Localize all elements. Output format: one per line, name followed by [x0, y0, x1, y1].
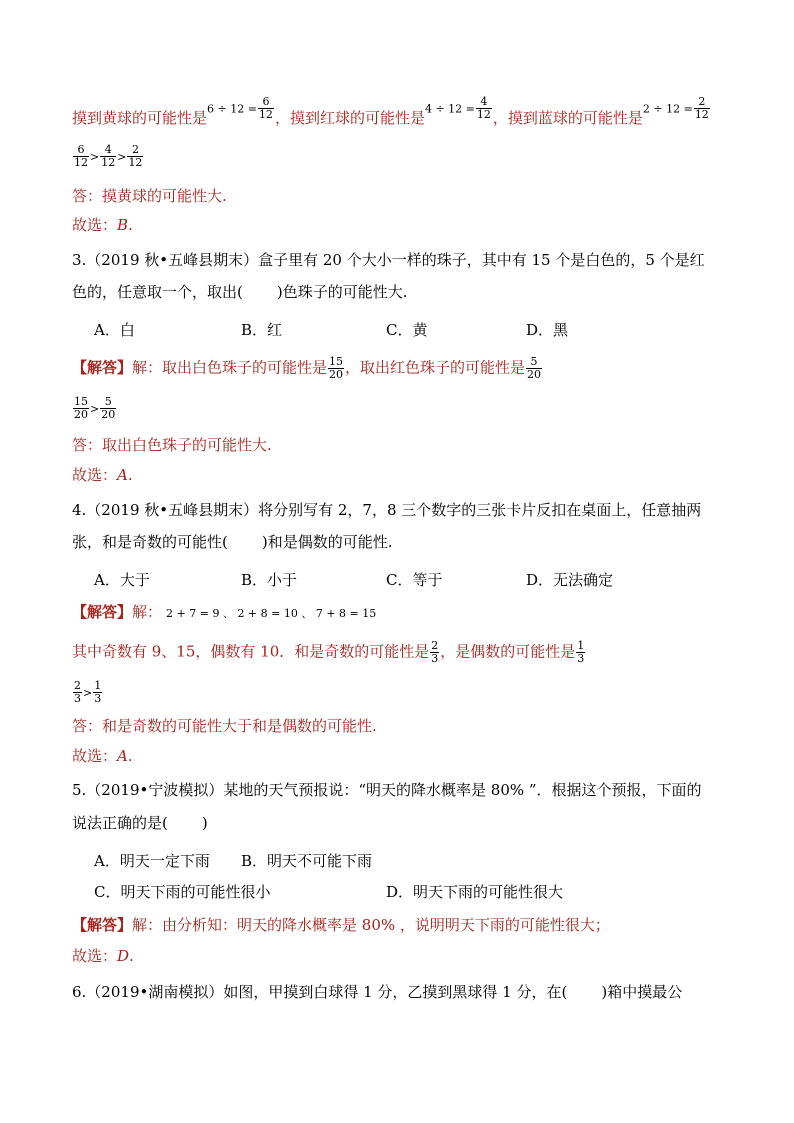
- q5-option-c: C．明天下雨的可能性很小: [94, 883, 271, 901]
- solution-text: 解：: [132, 603, 163, 621]
- frac-num: 6: [258, 96, 274, 109]
- q2-expr1-text: 6 ÷ 12 =: [207, 102, 257, 116]
- q5-solution: [72, 915, 610, 935]
- q2-text-red: ，摸到红球的可能性是: [274, 109, 425, 127]
- frac-den: 12: [258, 108, 273, 121]
- frac-num: 2: [694, 96, 710, 109]
- q4-solution-line2: [72, 640, 586, 665]
- choice-prefix: 故选：: [72, 947, 118, 965]
- q3-frac2: [526, 356, 542, 381]
- q2-expr2-text: 4 ÷ 12 =: [424, 102, 475, 116]
- choice-suffix: .: [127, 747, 133, 765]
- q2-expr3-text: 2 ÷ 12 =: [642, 102, 693, 116]
- q3-cmp-b: [100, 396, 116, 421]
- frac-den: 3: [577, 652, 585, 665]
- frac-num: 5: [100, 396, 116, 409]
- solution-text: 解：由分析知：明天的降水概率是 80% ，说明明天下雨的可能性很大；: [132, 916, 610, 934]
- q4-frac2: [576, 640, 585, 665]
- choice-prefix: 故选：: [72, 747, 118, 765]
- choice-prefix: 故选：: [72, 466, 118, 484]
- frac-num: 2: [431, 639, 439, 652]
- frac-den: 12: [74, 156, 88, 169]
- q5-option-a: A．明天一定下雨: [94, 852, 210, 870]
- q4-option-d: D．无法确定: [526, 571, 614, 589]
- q5-option-b: B．明天不可能下雨: [241, 852, 373, 870]
- q4-answer: 答：和是奇数的可能性大于和是偶数的可能性.: [72, 717, 377, 735]
- frac-num: 6: [73, 144, 89, 157]
- q2-solution-line: [72, 95, 711, 133]
- stem-text: 说法正确的是(: [72, 814, 168, 832]
- cmp-op: >: [90, 402, 100, 416]
- cmp-op: >: [117, 150, 127, 164]
- frac-num: 5: [526, 356, 542, 369]
- q2-cmp-b: [100, 144, 116, 169]
- q4-stem-line2: [72, 532, 392, 552]
- solution-text: 其中奇数有 9、15，偶数有 10．和是奇数的可能性是: [72, 642, 430, 661]
- q4-compare: [72, 680, 103, 705]
- q3-cmp-a: [73, 396, 89, 421]
- solution-tag: 【解答】: [72, 603, 133, 621]
- frac-num: 2: [74, 679, 81, 692]
- q3-option-d: D．黑: [526, 321, 569, 339]
- q3-option-b: B．红: [241, 321, 283, 339]
- q2-cmp-a: [73, 144, 89, 169]
- q4-frac1: [430, 640, 439, 665]
- q2-compare: [72, 144, 144, 169]
- q3-answer: 答：取出白色珠子的可能性大.: [72, 436, 272, 454]
- q3-compare: [72, 396, 117, 421]
- q2-expr2: [425, 96, 493, 121]
- choice-suffix: .: [129, 947, 134, 965]
- q4-solution-line1: [72, 602, 376, 624]
- stem-text: )箱中摸最公: [601, 983, 683, 1001]
- q4-option-c: C．等于: [386, 571, 443, 589]
- solution-tag: 【解答】: [72, 358, 133, 377]
- q3-option-a: A．白: [94, 321, 135, 339]
- q2-cmp-c: [127, 144, 143, 169]
- frac-num: 4: [100, 144, 116, 157]
- choice-letter: D: [117, 947, 130, 965]
- q4-cmp-a: [73, 680, 82, 705]
- q4-option-b: B．小于: [241, 571, 298, 589]
- q2-frac3: [694, 96, 710, 121]
- q2-frac2: [476, 96, 492, 121]
- q3-frac1: [328, 356, 344, 381]
- q2-expr1: [207, 96, 275, 121]
- frac-den: 12: [128, 156, 143, 169]
- q2-text-blue: ，摸到蓝球的可能性是: [492, 109, 643, 127]
- q4-choice: [72, 746, 133, 766]
- q5-stem-line2: [72, 813, 208, 833]
- frac-num: 15: [329, 355, 344, 368]
- frac-num: 2: [127, 144, 143, 157]
- q3-choice: [72, 465, 133, 485]
- solution-expr: 2 + 7 = 9 、 2 + 8 = 10 、 7 + 8 = 15: [166, 607, 377, 620]
- frac-den: 20: [101, 408, 116, 421]
- cmp-op: >: [90, 150, 100, 164]
- q3-stem-line1: 3.（2019 秋•五峰县期末）盒子里有 20 个大小一样的珠子，其中有 15 个是白色的，5 个是红: [72, 251, 705, 269]
- choice-letter: A: [117, 747, 128, 765]
- q6-stem-line1: [72, 982, 682, 1002]
- choice-suffix: .: [127, 466, 133, 484]
- frac-den: 12: [101, 156, 116, 169]
- q4-cmp-b: [93, 680, 102, 705]
- frac-num: 15: [74, 395, 88, 408]
- q3-solution: [72, 356, 543, 381]
- q3-option-c: C．黄: [386, 321, 428, 339]
- frac-num: 4: [476, 96, 492, 109]
- frac-num: 1: [577, 639, 585, 652]
- stem-text: 6.（2019•湖南模拟）如图，甲摸到白球得 1 分，乙摸到黑球得 1 分，在(: [72, 983, 568, 1001]
- frac-den: 3: [94, 692, 102, 705]
- choice-letter: B: [117, 216, 129, 234]
- q2-expr3: [643, 96, 711, 121]
- frac-den: 20: [527, 368, 542, 381]
- q2-frac1: [258, 96, 274, 121]
- q3-stem-line2: [72, 282, 407, 302]
- q2-text-yellow: 摸到黄球的可能性是: [72, 109, 208, 127]
- choice-prefix: 故选：: [72, 216, 118, 234]
- solution-text: 解：取出白色珠子的可能性是: [132, 358, 328, 377]
- q5-stem-line1: 5.（2019•宁波模拟）某地的天气预报说：“明天的降水概率是 80% ”．根据这个预报，下面的: [72, 781, 702, 799]
- solution-text: ，取出红色珠子的可能性是: [345, 358, 526, 377]
- solution-tag: 【解答】: [72, 916, 133, 934]
- stem-text: )色珠子的可能性大.: [276, 283, 408, 301]
- stem-text: ): [201, 814, 208, 832]
- frac-num: 1: [94, 679, 102, 692]
- frac-den: 20: [74, 408, 88, 421]
- stem-text: )和是偶数的可能性.: [261, 533, 393, 551]
- frac-den: 12: [694, 108, 709, 121]
- cmp-op: >: [83, 686, 93, 700]
- q5-choice: [72, 946, 134, 966]
- frac-den: 3: [74, 692, 81, 705]
- q2-answer: 答：摸黄球的可能性大.: [72, 187, 227, 205]
- solution-text: ，是偶数的可能性是: [440, 642, 576, 661]
- stem-text: 色的，任意取一个，取出(: [72, 283, 243, 301]
- stem-text: 张，和是奇数的可能性(: [72, 533, 228, 551]
- q4-stem-line1: 4.（2019 秋•五峰县期末）将分别写有 2，7，8 三个数字的三张卡片反扣在桌面上，任意抽两: [72, 501, 702, 519]
- choice-suffix: .: [128, 216, 133, 234]
- q4-option-a: A．大于: [94, 571, 150, 589]
- frac-den: 12: [476, 108, 491, 121]
- q5-option-d: D．明天下雨的可能性很大: [386, 883, 564, 901]
- q2-choice: [72, 215, 133, 235]
- frac-den: 3: [431, 652, 439, 665]
- frac-den: 20: [329, 368, 344, 381]
- choice-letter: A: [117, 466, 128, 484]
